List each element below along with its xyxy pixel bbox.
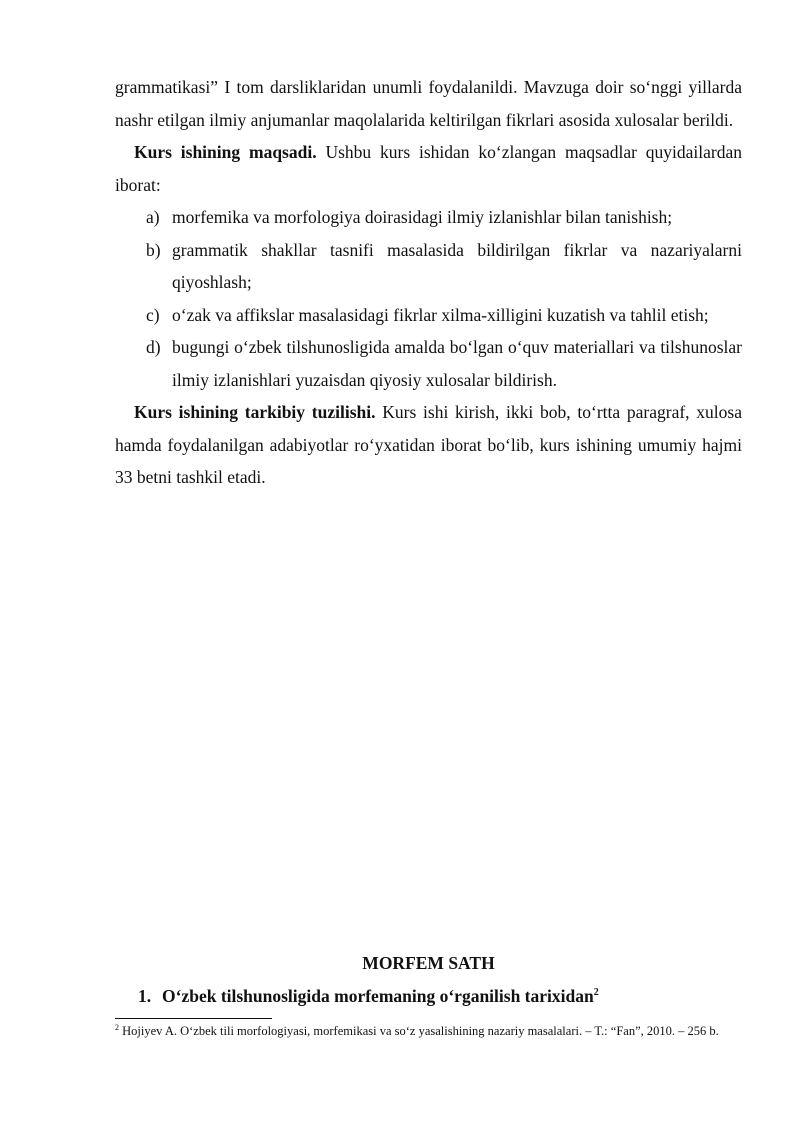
- footnote-divider: [115, 1018, 272, 1019]
- footnote-text: Hojiyev A. O‘zbek tili morfologiyasi, morfemikasi va so‘z yasalishining nazariy masalalari. – T.: “Fan”, 2010. – 256 b.: [119, 1024, 719, 1038]
- footnote: [115, 1023, 742, 1040]
- goals-list: [115, 201, 742, 396]
- list-item: [115, 201, 742, 234]
- section-title: MORFEM SATH: [362, 953, 495, 973]
- list-item: [115, 299, 742, 332]
- aim-label: Kurs ishining maqsadi.: [134, 142, 317, 162]
- list-item-text: grammatik shakllar tasnifi masalasida bildirilgan fikrlar va nazariyalarni qiyoshlash;: [172, 239, 742, 292]
- list-marker: d): [146, 337, 161, 357]
- structure-text: Kurs ishi kirish, ikki bob, to‘rtta paragraf, xulosa hamda foydalanilgan adabiyotlar ro‘yxatidan iborat bo‘lib, kurs ishining umumiy hajmi 33 betni tashkil etadi.: [115, 402, 742, 487]
- list-marker: c): [146, 304, 160, 325]
- list-item-text: morfemika va morfologiya doirasidagi ilmiy izlanishlar bilan tanishish;: [172, 207, 673, 227]
- footnote-marker: 2: [115, 1022, 119, 1032]
- list-marker: a): [146, 207, 160, 227]
- chapter-title: O‘zbek tilshunosligida morfemaning o‘rganilish tarixidan: [162, 986, 594, 1006]
- list-marker: b): [146, 239, 161, 260]
- intro-paragraph: grammatikasi” I tom darsliklaridan unumli foydalanildi. Mavzuga doir so‘nggi yillarda nashr etilgan ilmiy anjumanlar maqolalarida keltirilgan fikrlari asosida xulosalar berildi.: [115, 77, 742, 130]
- list-item-text: o‘zak va affikslar masalasidagi fikrlar xilma-xilligini kuzatish va tahlil etish;: [172, 304, 709, 325]
- list-item: [115, 234, 742, 299]
- aim-text: Ushbu kurs ishidan ko‘zlangan maqsadlar quyidailardan iborat:: [115, 142, 742, 195]
- body-text: [115, 71, 742, 494]
- list-item: [115, 331, 742, 396]
- footnote-reference[interactable]: 2: [593, 987, 599, 999]
- structure-paragraph: [115, 396, 742, 494]
- chapter-number: 1.: [138, 986, 152, 1006]
- chapter-heading: [138, 986, 599, 1007]
- list-item-text: bugungi o‘zbek tilshunosligida amalda bo‘lgan o‘quv materiallari va tilshunoslar ilmiy izlanishlari yuzaisdan qiyosiy xulosalar bildirish.: [172, 337, 742, 390]
- aim-paragraph: [115, 136, 742, 201]
- structure-label: Kurs ishining tarkibiy tuzilishi.: [134, 402, 376, 422]
